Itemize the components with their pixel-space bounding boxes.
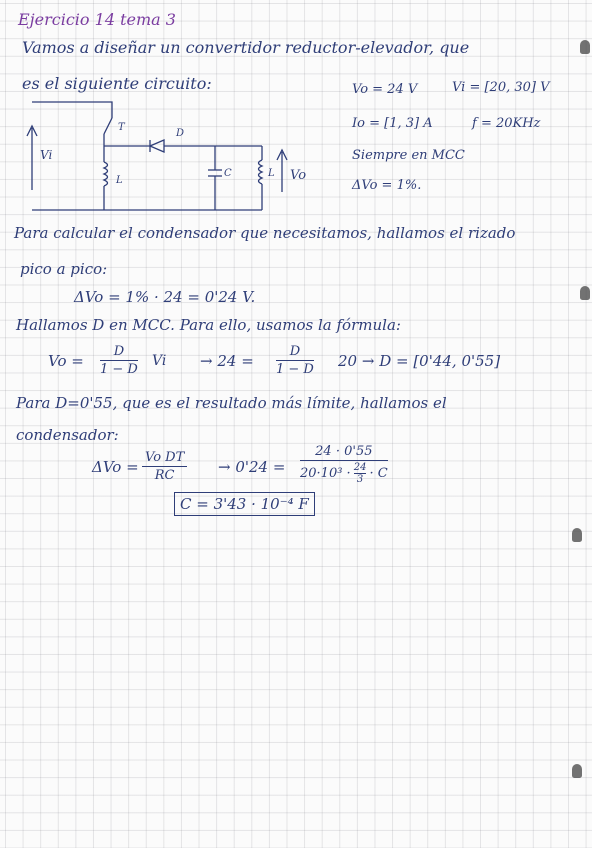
formula-tail: 20 → D = [0'44, 0'55] [338, 352, 501, 370]
circuit-label-vi: Vi [40, 148, 53, 162]
fraction-denominator: 1 − D [100, 362, 138, 377]
spec-io: Io = [1, 3] A [352, 116, 433, 131]
circuit-label-l-right: L [268, 168, 275, 179]
formula-arrow-1: → 24 = [200, 352, 254, 370]
fraction-numerator: Vo DT [142, 450, 187, 467]
paragraph-3-line-2: condensador: [16, 426, 119, 444]
circuit-label-l-left: L [116, 175, 123, 186]
capacitor-result: C = 3'43 · 10⁻⁴ F [174, 492, 315, 516]
fraction-numerator: D [100, 344, 138, 361]
page-title: Ejercicio 14 tema 3 [18, 10, 176, 29]
small-fraction-denominator: 3 [356, 474, 364, 485]
fraction-2 [276, 344, 314, 377]
paragraph-3-line-1: Para D=0'55, que es el resultado más límite, hallamos el [16, 394, 447, 412]
fraction-d-over-1-minus-d [100, 344, 138, 377]
spec-ripple: ΔVo = 1%. [352, 178, 422, 193]
fraction-cap-numerator: 24 · 0'55 [300, 444, 388, 461]
spec-vi: Vi = [20, 30] V [452, 80, 550, 95]
paragraph-2: Hallamos D en MCC. Para ello, usamos la fórmula: [16, 316, 401, 334]
paragraph-1-line-2: pico a pico: [20, 260, 108, 278]
denominator-part-b: · C [369, 466, 388, 481]
cap-formula-arrow: → 0'24 = [218, 458, 286, 476]
cap-formula-lhs: ΔVo = [92, 458, 139, 476]
circuit-label-d: D [176, 128, 185, 139]
formula-vi: Vi [152, 353, 167, 369]
spec-f: f = 20KHz [472, 116, 541, 131]
fraction-2-numerator: D [276, 344, 314, 361]
circuit-label-t: T [118, 122, 125, 133]
spec-vo: Vo = 24 V [352, 82, 418, 97]
fraction-denominator: RC [154, 468, 175, 483]
fraction-cap-denominator [300, 461, 388, 485]
small-fraction-numerator: 24 [353, 462, 367, 473]
binder-hole [572, 764, 582, 778]
intro-line-2: es el siguiente circuito: [22, 74, 212, 93]
spec-mode: Siempre en MCC [352, 148, 465, 163]
ripple-equation: ΔVo = 1% · 24 = 0'24 V. [74, 288, 256, 306]
circuit-label-c: C [224, 168, 232, 179]
fraction-2-denominator: 1 − D [276, 362, 314, 377]
binder-hole [572, 528, 582, 542]
binder-hole [580, 286, 590, 300]
fraction-vo-dt-over-rc [142, 450, 187, 483]
intro-line-1: Vamos a diseñar un convertidor reductor-elevador, que [22, 38, 470, 57]
formula-lhs: Vo = [48, 352, 84, 370]
binder-hole [580, 40, 590, 54]
circuit-label-vo: Vo [290, 168, 307, 183]
fraction-cap-value [300, 444, 388, 485]
denominator-part-a: 20·10³ · [300, 466, 351, 481]
small-fraction [354, 462, 367, 485]
paragraph-1-line-1: Para calcular el condensador que necesitamos, hallamos el rizado [14, 224, 516, 242]
